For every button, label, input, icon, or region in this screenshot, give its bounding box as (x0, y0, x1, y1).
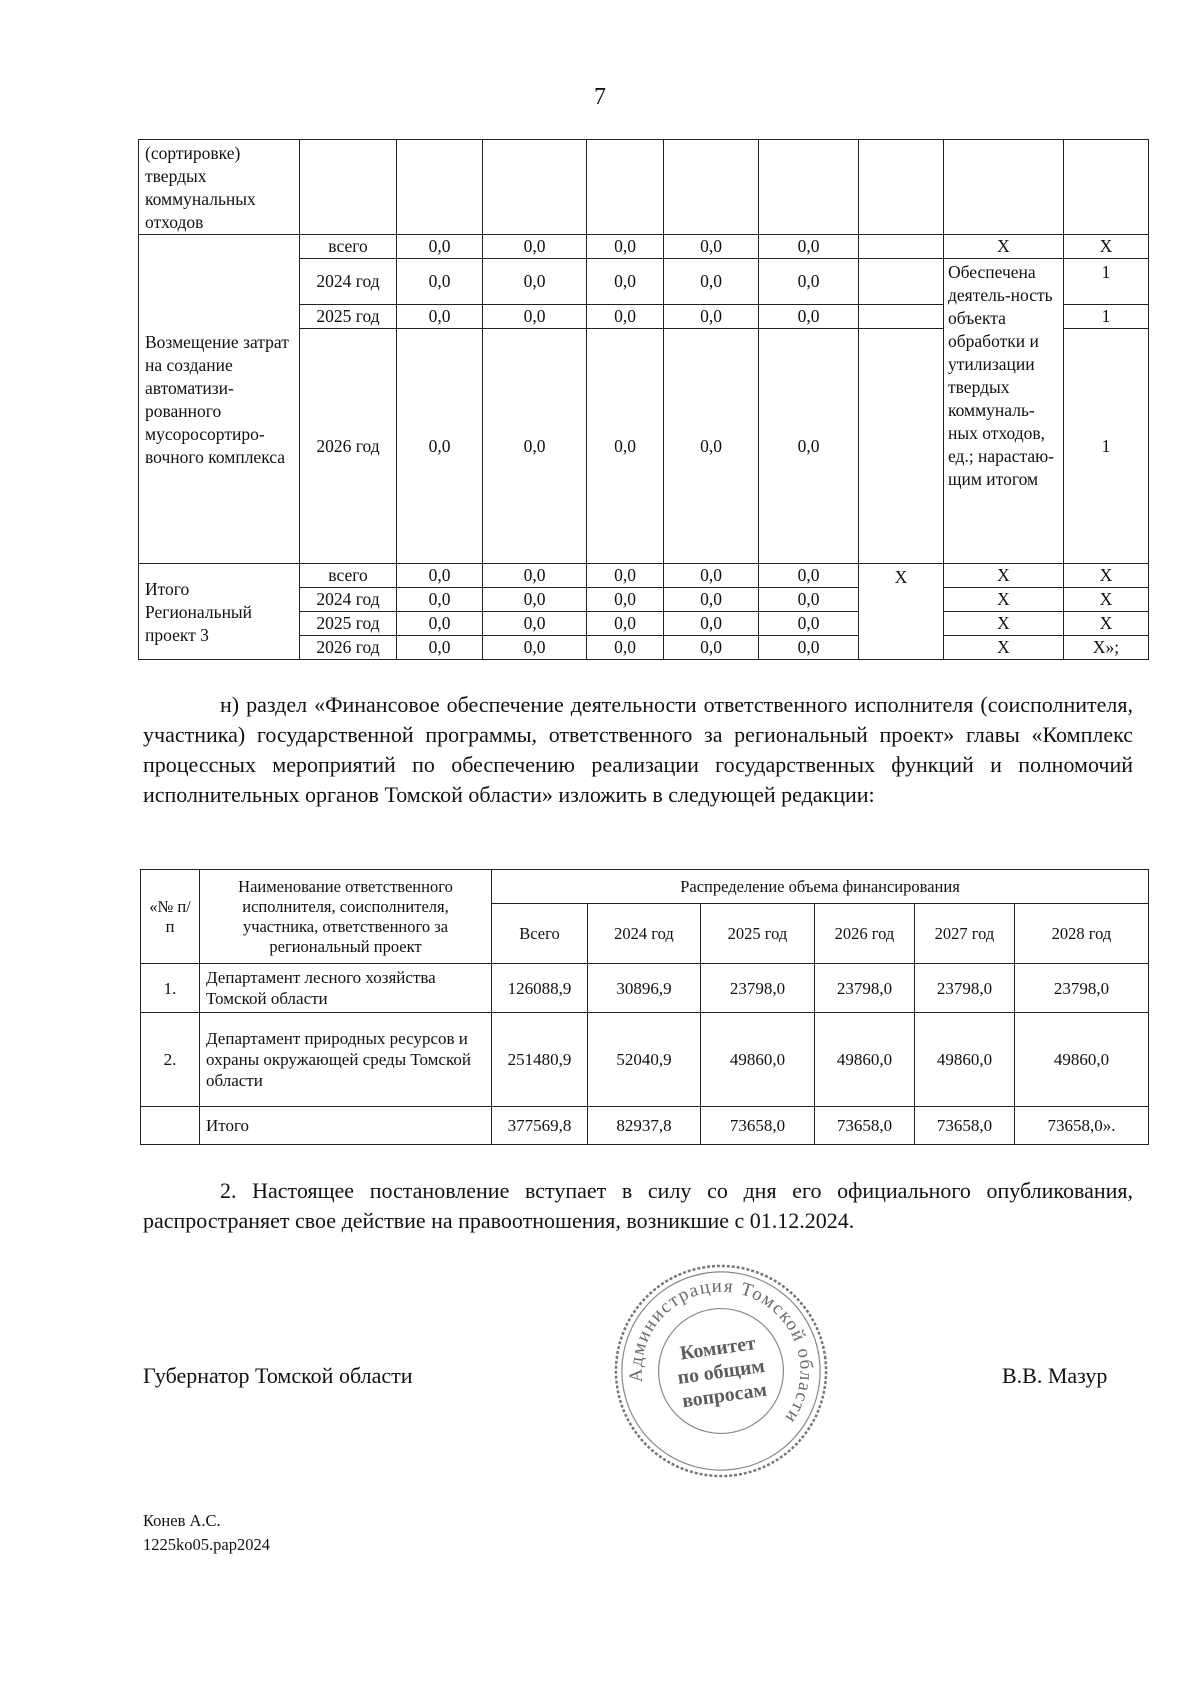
measure-name-cell: Возмещение затрат на создание автоматизи-рованного мусоросортиро-вочного комплекса (139, 235, 300, 564)
seal-outer-text: Администрация Томской области (625, 1275, 817, 1428)
file-code: 1225ko05.pap2024 (143, 1535, 270, 1554)
seal-line: Комитет (678, 1332, 757, 1365)
header-num: «№ п/п (141, 870, 200, 964)
header-year: 2025 год (701, 904, 815, 964)
table-row: 2026 год 0,0 0,0 0,0 0,0 0,0 1 (139, 329, 1149, 564)
seal-line: вопросам (680, 1378, 769, 1413)
total-name-cell: Итого Региональный проект 3 (139, 564, 300, 660)
signatory-position: Губернатор Томской области (143, 1363, 413, 1388)
executor-name: Конев А.С. (143, 1511, 221, 1530)
table-row: Итого 377569,8 82937,8 73658,0 73658,0 73658,0 73658,0». (141, 1107, 1149, 1145)
regional-project-table (138, 139, 1149, 660)
table-row: 2025 год 0,0 0,0 0,0 0,0 0,0 X X (139, 612, 1149, 636)
table-row: 1. Департамент лесного хозяйства Томской области 126088,9 30896,9 23798,0 23798,0 23798,0 23798,0 (141, 964, 1149, 1013)
table-row: 2024 год 0,0 0,0 0,0 0,0 0,0 Обеспечена деятель-ность объекта обработки и утилизации твердых коммуналь-ных отходов, ед.; нарастаю-щим итогом 1 (139, 259, 1149, 305)
header-year: Всего (492, 904, 588, 964)
signatory-name: В.В. Мазур (1002, 1363, 1108, 1388)
header-year: 2024 год (588, 904, 701, 964)
header-distribution: Распределение объема финансирования (492, 870, 1149, 904)
seal-line: по общим (676, 1354, 767, 1389)
table-row: 2. Департамент природных ресурсов и охраны окружающей среды Томской области 251480,9 52040,9 49860,0 49860,0 49860,0 49860,0 (141, 1013, 1149, 1107)
page-number: 7 (594, 84, 606, 110)
table-row: 2024 год 0,0 0,0 0,0 0,0 0,0 X X (139, 588, 1149, 612)
table-row: Возмещение затрат на создание автоматизи-рованного мусоросортиро-вочного комплекса всего 0,0 0,0 0,0 0,0 0,0 X X (139, 235, 1149, 259)
header-year: 2028 год (1015, 904, 1149, 964)
table-row: Итого Региональный проект 3 всего 0,0 0,0 0,0 0,0 0,0 X X X (139, 564, 1149, 588)
financing-table (140, 869, 1149, 1145)
table-row: 2026 год 0,0 0,0 0,0 0,0 0,0 X X»; (139, 636, 1149, 660)
header-year: 2026 год (815, 904, 915, 964)
official-seal (612, 1262, 830, 1480)
result-indicator-cell: Обеспечена деятель-ность объекта обработки и утилизации твердых коммуналь-ных отходов, ед.; нарастаю-щим итогом (944, 259, 1064, 564)
table-row: 2025 год 0,0 0,0 0,0 0,0 0,0 1 (139, 305, 1149, 329)
header-name: Наименование ответственного исполнителя, соисполнителя, участника, ответственного за региональный проект (200, 870, 492, 964)
amendment-paragraph: н) раздел «Финансовое обеспечение деятельности ответственного исполнителя (соисполнителя, участника) государственной программы, ответственного за региональный проект» главы «Комплекс процессных мероприятий по обеспечению реализации государственных функций и полномочий исполнительных органов Томской области» изложить в следующей редакции: (143, 692, 1133, 807)
effective-date-paragraph: 2. Настоящее постановление вступает в силу со дня его официального опубликования, распространяет свое действие на правоотношения, возникшие с 01.12.2024. (143, 1178, 1133, 1233)
header-year: 2027 год (915, 904, 1015, 964)
continuation-name-cell: (сортировке) твердых коммунальных отходов (139, 140, 300, 235)
